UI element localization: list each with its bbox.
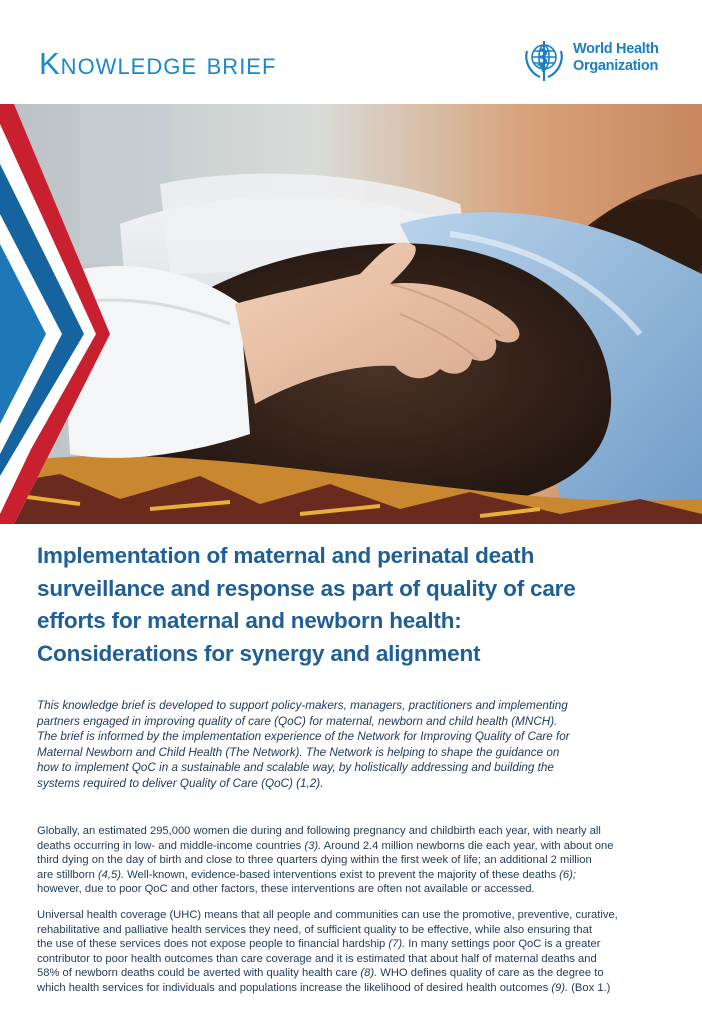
body-paragraph-1 bbox=[37, 824, 677, 897]
body-line bbox=[37, 839, 677, 854]
citation: (8). bbox=[360, 967, 378, 980]
who-wordmark bbox=[573, 41, 659, 75]
pregnant-woman-photo-icon bbox=[0, 104, 702, 524]
body-paragraph-2 bbox=[37, 908, 677, 996]
intro-paragraph bbox=[37, 698, 677, 792]
body-text: 58% of newborn deaths could be averted with quality health care bbox=[37, 967, 361, 980]
body-text: WHO defines quality of care as the degree to bbox=[377, 967, 604, 980]
who-name-line2: Organization bbox=[573, 58, 659, 74]
intro-line: how to implement QoC in a sustainable and scalable way, by holistically addressing and building the bbox=[37, 761, 554, 775]
body-line bbox=[37, 868, 677, 883]
intro-line: Maternal Newborn and Child Health (The Network). The Network is helping to shape the guidance on bbox=[37, 745, 560, 759]
body-text: deaths occurring in low- and middle-income countries bbox=[37, 839, 305, 852]
body-line bbox=[37, 966, 677, 981]
body-line: third dying on the day of birth and close to three quarters dying within the first week of life; an additional 2 million bbox=[37, 854, 592, 867]
who-name-line1: World Health bbox=[573, 41, 659, 57]
body-line: contributor to poor health outcomes than care coverage and it is estimated that about half of maternal deaths and bbox=[37, 952, 597, 965]
body-text: (Box 1.) bbox=[568, 981, 611, 994]
page-header bbox=[0, 0, 702, 104]
body-line: rehabilitative and palliative health services they need, of sufficient quality to be effective, while also ensuring that bbox=[37, 923, 592, 936]
body-text: which health services for individuals and populations increase the likelihood of desired health outcomes bbox=[37, 981, 552, 994]
knowledge-brief-label: Knowledge brief bbox=[39, 46, 277, 81]
body-text: are stillborn bbox=[37, 868, 98, 881]
body-text: In many settings poor QoC is a greater bbox=[405, 938, 601, 951]
body-line bbox=[37, 937, 677, 952]
body-line: Globally, an estimated 295,000 women die during and following pregnancy and childbirth each year, with nearly all bbox=[37, 825, 601, 837]
citation: (3). bbox=[304, 839, 322, 852]
body-text: Well-known, evidence-based interventions exist to prevent the majority of these deaths bbox=[124, 868, 560, 881]
intro-line: This knowledge brief is developed to support policy-makers, managers, practitioners and implementing bbox=[37, 699, 568, 712]
body-line: Universal health coverage (UHC) means that all people and communities can use the promotive, preventive, curative, bbox=[37, 909, 618, 921]
body-line bbox=[37, 981, 677, 996]
body-text: the use of these services does not expose people to financial hardship bbox=[37, 938, 389, 951]
intro-line: The brief is informed by the implementation experience of the Network for Improving Quality of Care for bbox=[37, 730, 570, 744]
who-emblem-icon bbox=[520, 35, 568, 83]
title-line: efforts for maternal and newborn health: bbox=[37, 608, 462, 633]
citation: (9). bbox=[551, 981, 569, 994]
citation: (4,5). bbox=[97, 868, 125, 881]
citation: (6); bbox=[559, 868, 576, 881]
who-logo bbox=[520, 35, 680, 83]
cover-photo bbox=[0, 104, 702, 524]
body-text: Around 2.4 million newborns die each year, with about one bbox=[321, 839, 614, 852]
title-line: Implementation of maternal and perinatal death bbox=[37, 543, 535, 568]
intro-line: partners engaged in improving quality of care (QoC) for maternal, newborn and child health (MNCH). bbox=[37, 714, 558, 728]
citation: (7). bbox=[388, 938, 406, 951]
brief-title bbox=[37, 540, 677, 670]
title-line: surveillance and response as part of quality of care bbox=[37, 575, 576, 601]
body-line: however, due to poor QoC and other factors, these interventions are often not available or accessed. bbox=[37, 883, 535, 896]
title-line: Considerations for synergy and alignment bbox=[37, 640, 481, 666]
intro-line: systems required to deliver Quality of Care (QoC) (1,2). bbox=[37, 776, 324, 790]
